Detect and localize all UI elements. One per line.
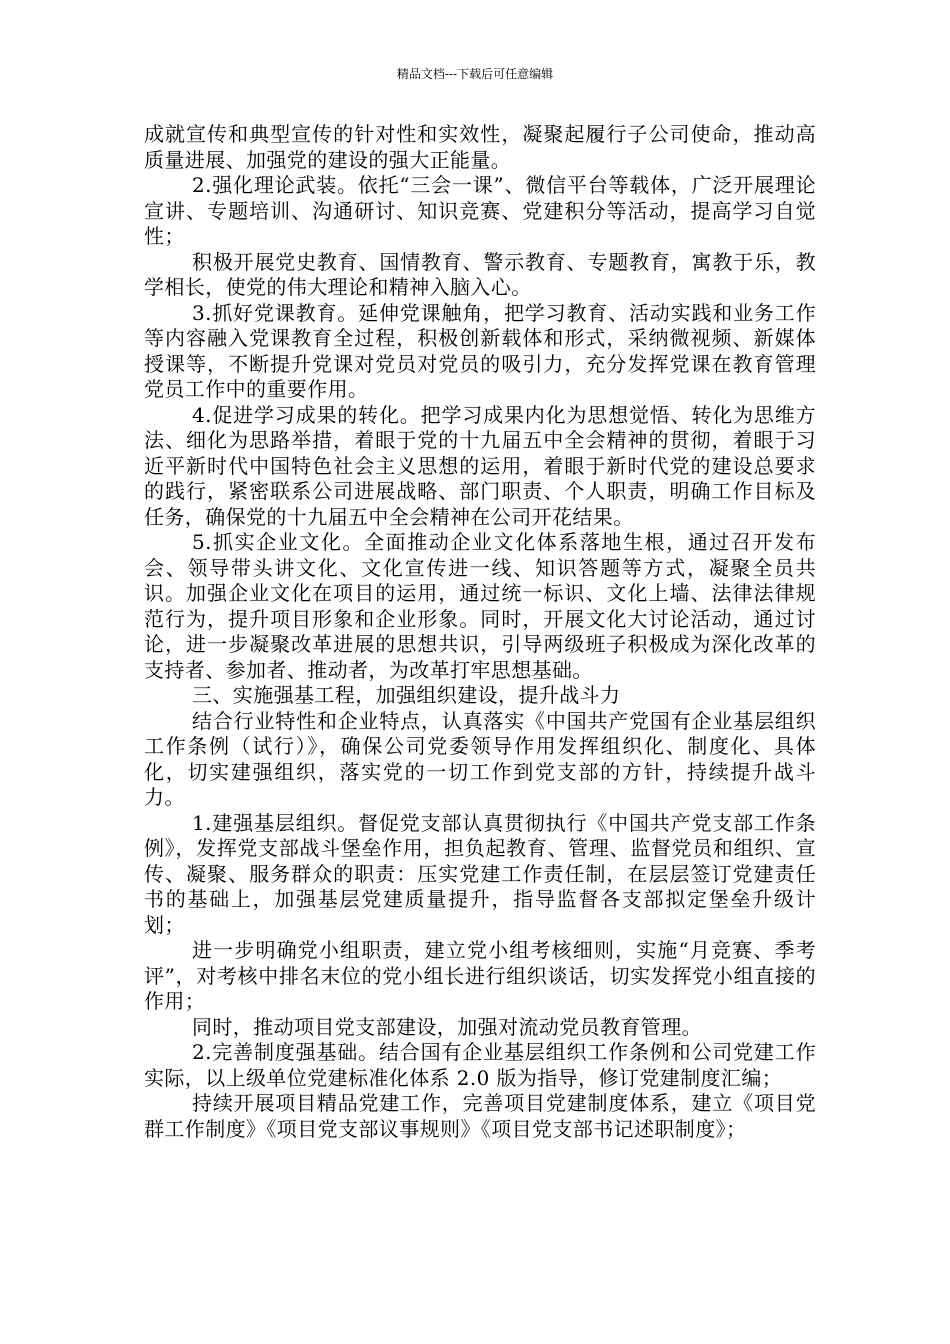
paragraph-1: 成就宣传和典型宣传的针对性和实效性，凝聚起履行子公司使命，推动高质量进展、加强党的建设的强大正能量。 (144, 122, 816, 172)
section-heading-3: 三、实施强基工程，加强组织建设，提升战斗力 (192, 683, 621, 707)
document-body (144, 122, 816, 1142)
paragraph-4: 3.抓好党课教育。延伸党课触角，把学习教育、活动实践和业务工作等内容融入党课教育全过程，积极创新载体和形式，采纳微视频、新媒体授课等，不断提升党课对党员对党员的吸引力，充分发挥党课在教育管理党员工作中的重要作用。 (144, 300, 816, 401)
paragraph-6: 5.抓实企业文化。全面推动企业文化体系落地生根，通过召开发布会、领导带头讲文化、文化宣传进一线、知识答题等方式，凝聚全员共识。加强企业文化在项目的运用，通过统一标识、文化上墙、法律法律规范行为，提升项目形象和企业形象。同时，开展文化大讨论活动，通过讨论，进一步凝聚改革进展的思想共识，引导两级班子积极成为深化改革的支持者、参加者、推动者，为改革打牢思想基础。 (144, 530, 816, 682)
paragraph-13: 持续开展项目精品党建工作，完善项目党建制度体系，建立《项目党群工作制度》《项目党支部议事规则》《项目党支部书记述职制度》； (144, 1091, 816, 1141)
paragraph-5: 4.促进学习成果的转化。把学习成果内化为思想觉悟、转化为思维方法、细化为思路举措，着眼于党的十九届五中全会精神的贯彻，着眼于习近平新时代中国特色社会主义思想的运用，着眼于新时代党的建设总要求的践行，紧密联系公司进展战略、部门职责、个人职责，明确工作目标及任务，确保党的十九届五中全会精神在公司开花结果。 (144, 402, 816, 529)
paragraph-12: 2.完善制度强基础。结合国有企业基层组织工作条例和公司党建工作实际，以上级单位党建标准化体系 2.0 版为指导，修订党建制度汇编； (144, 1040, 816, 1090)
paragraph-9: 1.建强基层组织。督促党支部认真贯彻执行《中国共产党支部工作条例》，发挥党支部战斗堡垒作用，担负起教育、管理、监督党员和组织、宣传、凝聚、服务群众的职责：压实党建工作责任制，在层层签订党建责任书的基础上，加强基层党建质量提升，指导监督各支部拟定堡垒升级计划； (144, 810, 816, 937)
page-header: 精品文档---下载后可任意编辑 (396, 67, 554, 81)
paragraph-10: 进一步明确党小组职责，建立党小组考核细则，实施“月竞赛、季考评”，对考核中排名末位的党小组长进行组织谈话，切实发挥党小组直接的作用； (144, 938, 816, 1013)
paragraph-3: 积极开展党史教育、国情教育、警示教育、专题教育，寓教于乐，教学相长，使党的伟大理论和精神入脑入心。 (144, 249, 816, 299)
paragraph-8: 结合行业特性和企业特点，认真落实《中国共产党国有企业基层组织工作条例（试行）》，确保公司党委领导作用发挥组织化、制度化、具体化，切实建强组织，落实党的一切工作到党支部的方针，持续提升战斗力。 (144, 708, 816, 809)
paragraph-2: 2.强化理论武装。依托“三会一课”、微信平台等载体，广泛开展理论宣讲、专题培训、沟通研讨、知识竞赛、党建积分等活动，提高学习自觉性； (144, 173, 816, 248)
paragraph-11: 同时，推动项目党支部建设，加强对流动党员教育管理。 (192, 1014, 702, 1039)
